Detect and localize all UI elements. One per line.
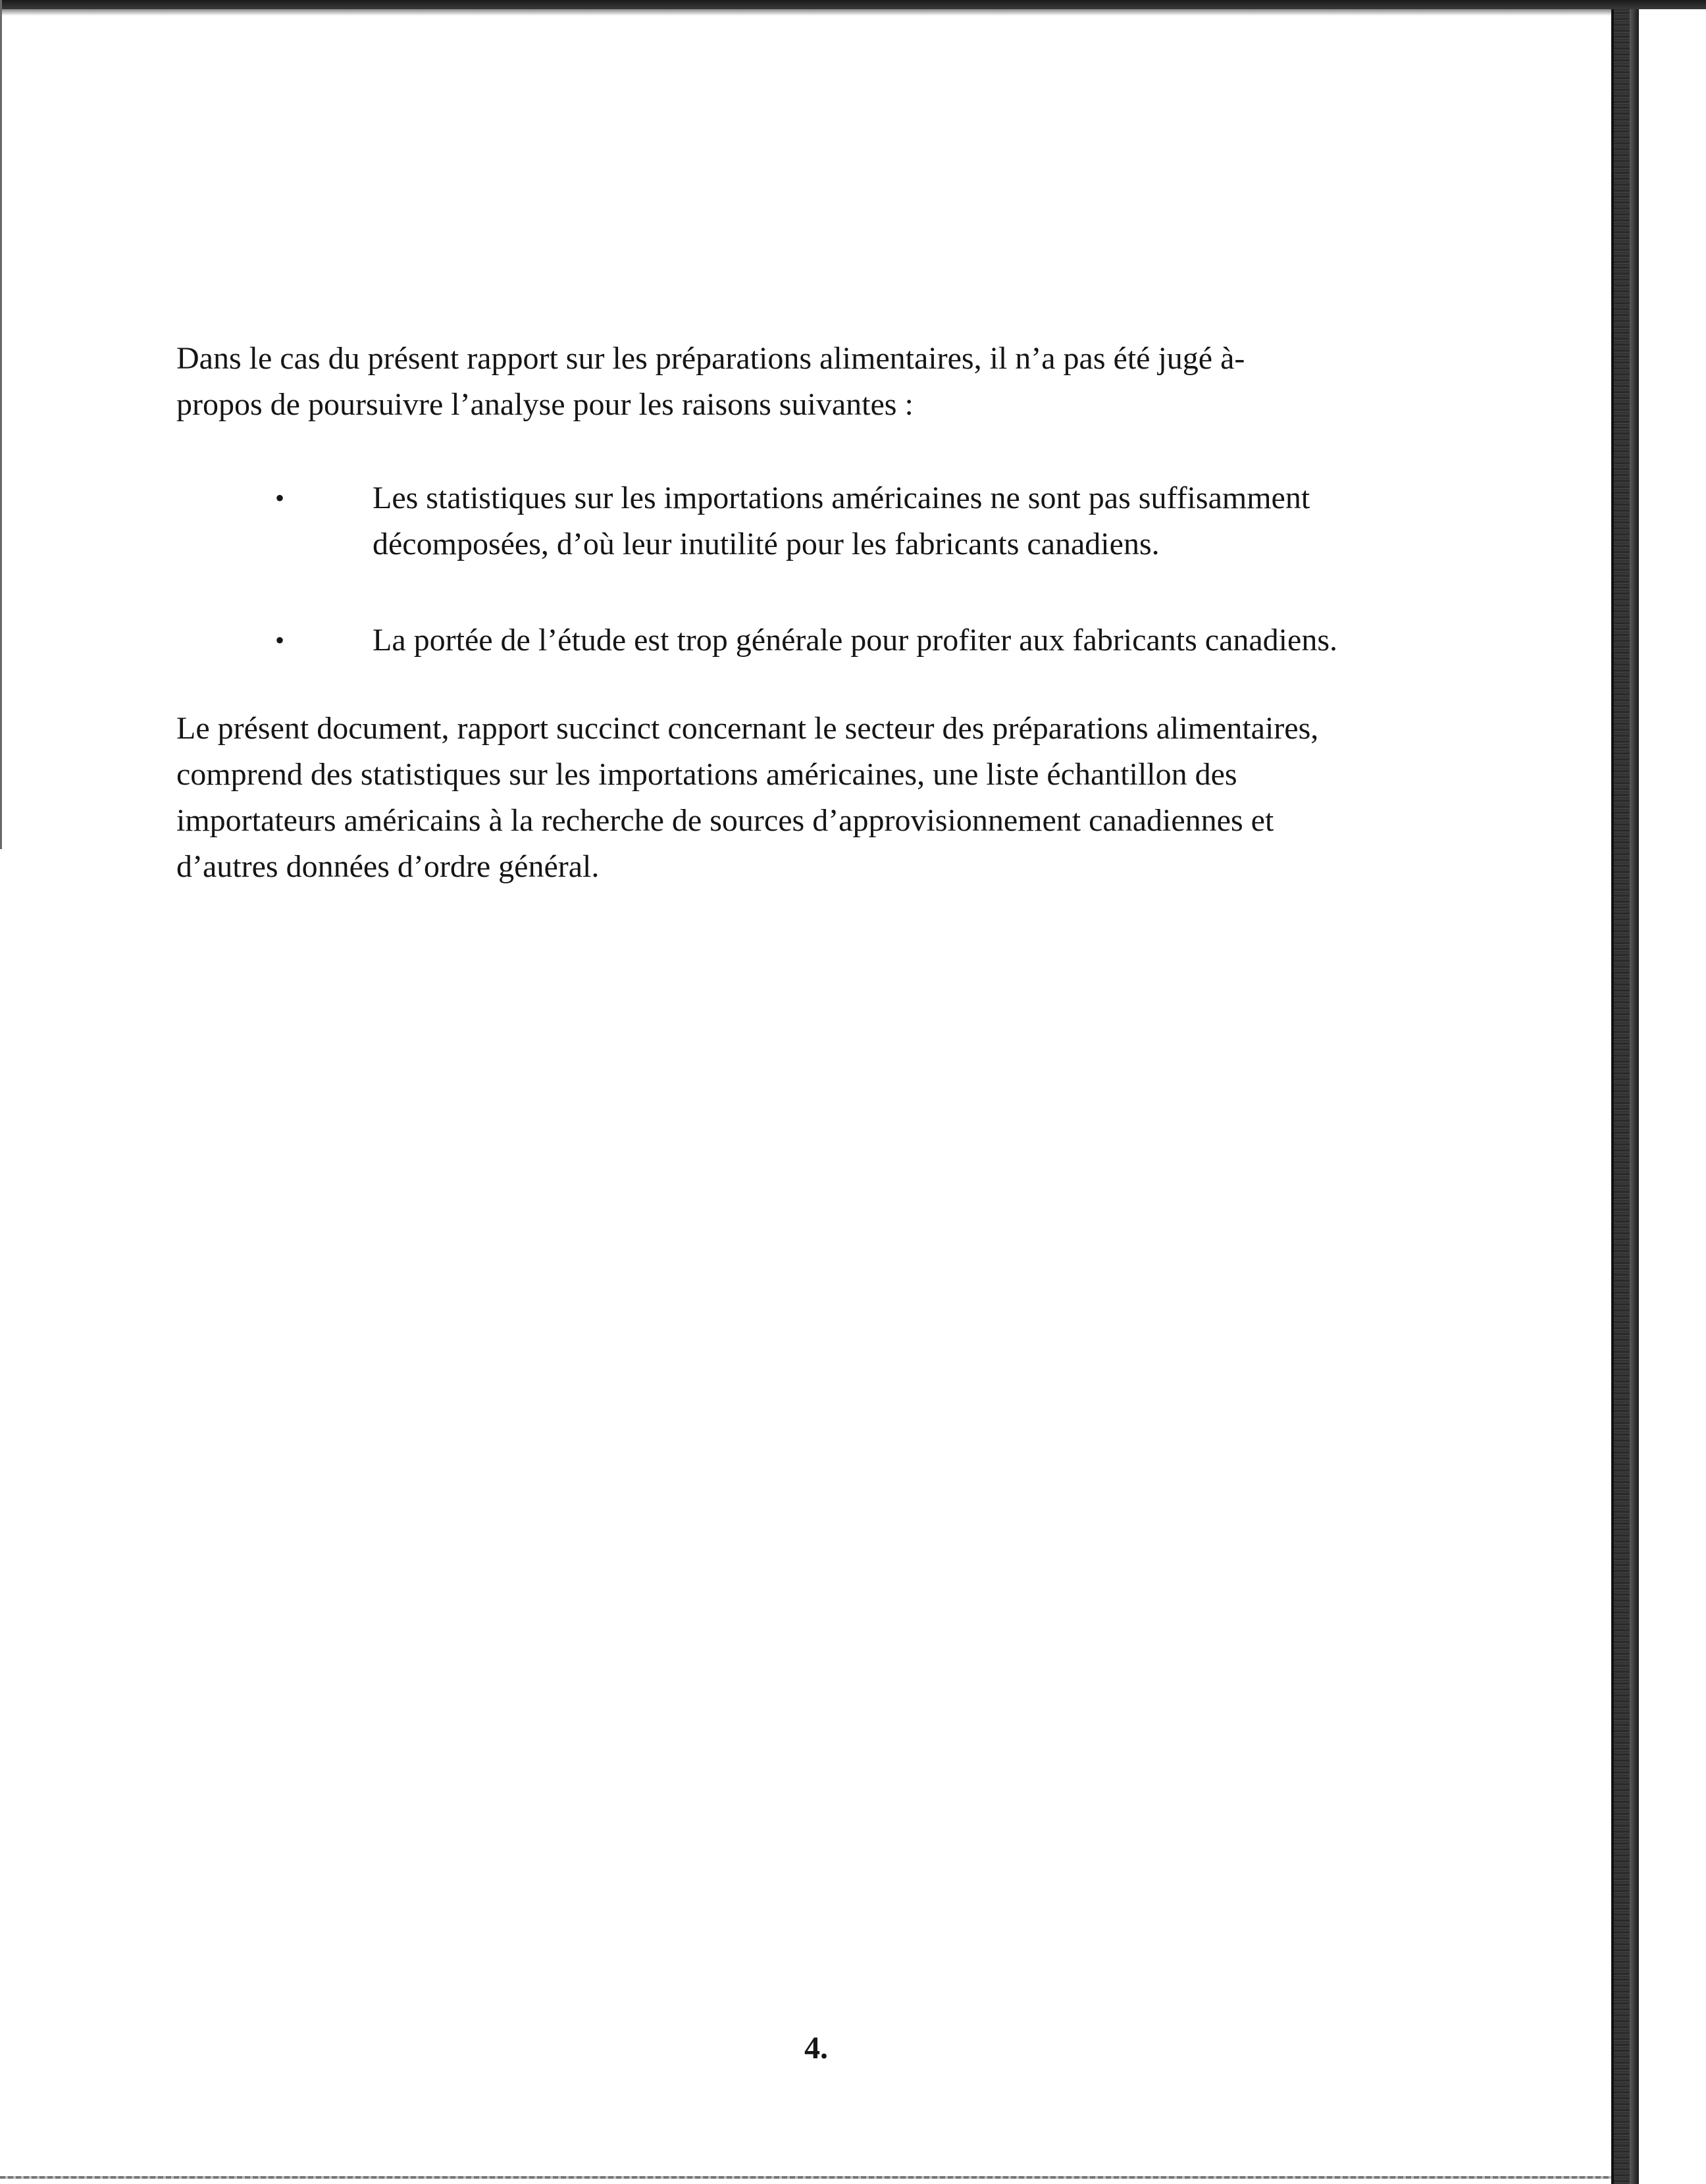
scan-right-margin — [1639, 9, 1706, 2184]
closing-paragraph — [176, 706, 1318, 890]
scan-top-edge — [0, 0, 1706, 9]
bullet-item-2 — [373, 617, 1337, 663]
closing-line-3: importateurs américains à la recherche de sources d’approvisionnement canadiennes et — [176, 803, 1274, 838]
intro-paragraph — [176, 336, 1245, 428]
bullet-marker-2: • — [275, 625, 285, 655]
bullet-item-1 — [373, 475, 1310, 567]
intro-line-1: Dans le cas du présent rapport sur les préparations alimentaires, il n’a pas été jugé à- — [176, 341, 1245, 376]
closing-line-1: Le présent document, rapport succinct concernant le secteur des préparations alimentaires, — [176, 711, 1319, 746]
intro-line-2: propos de poursuivre l’analyse pour les raisons suivantes : — [176, 387, 914, 422]
scan-bottom-edge — [0, 2176, 1611, 2179]
scan-binding-shadow — [1630, 9, 1639, 2184]
scan-top-shadow — [0, 9, 1613, 16]
closing-line-4: d’autres données d’ordre général. — [176, 849, 600, 884]
scan-left-edge — [0, 0, 2, 849]
bullet-marker-1: • — [275, 483, 285, 513]
closing-line-2: comprend des statistiques sur les importations américaines, une liste échantillon des — [176, 757, 1237, 792]
bullet-1-line-2: décomposées, d’où leur inutilité pour les fabricants canadiens. — [373, 527, 1160, 561]
bullet-1-line-1: Les statistiques sur les importations américaines ne sont pas suffisamment — [373, 481, 1310, 515]
page-number: 4. — [804, 2031, 828, 2066]
bullet-2-line-1: La portée de l’étude est trop générale pour profiter aux fabricants canadiens. — [373, 623, 1337, 658]
